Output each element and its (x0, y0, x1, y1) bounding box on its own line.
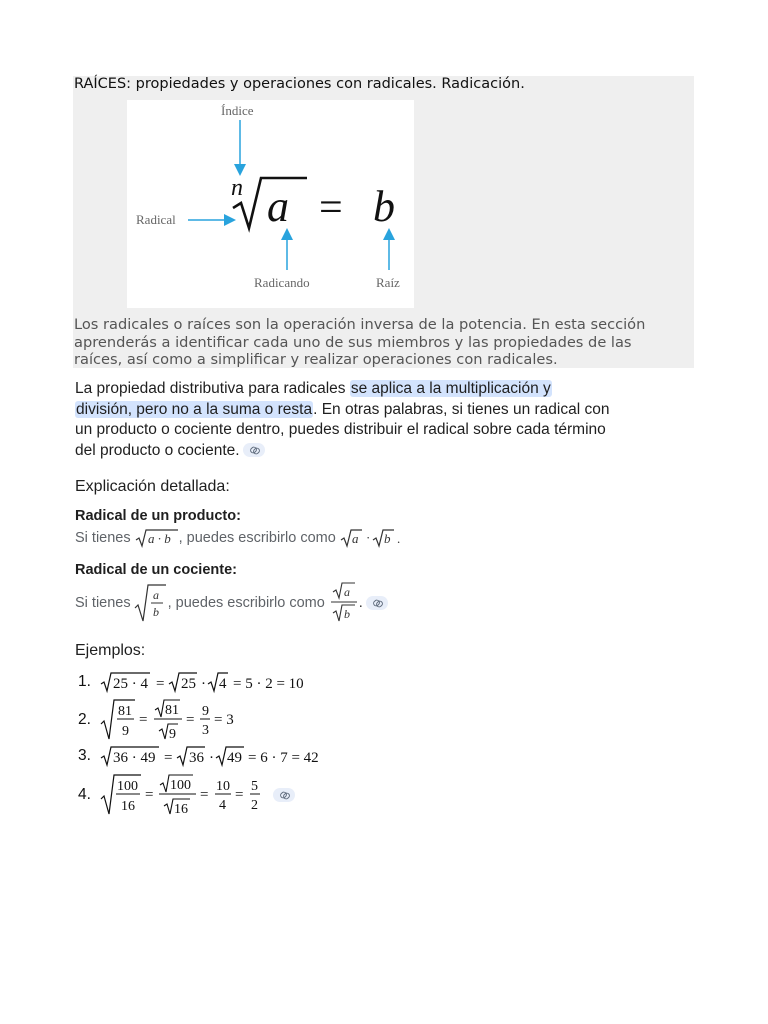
label-raiz: Raíz (376, 275, 400, 290)
svg-text:=: = (145, 787, 154, 803)
sqrt-fraction-icon (134, 582, 168, 624)
ex-text: 100 (117, 779, 138, 794)
quotient-math: b (343, 607, 350, 621)
quotient-text: Si tienes (75, 595, 131, 611)
quotient-math: a (343, 585, 350, 599)
para-highlight: se aplica a la multiplicación y (350, 380, 551, 397)
para-text: La propiedad distributiva para radicales (75, 380, 346, 397)
page-title: RAÍCES: propiedades y operaciones con radicales. Radicación. (74, 76, 525, 92)
svg-text:=: = (156, 676, 165, 692)
ex-text: 81 (118, 704, 132, 719)
ex-text: 16 (174, 802, 188, 817)
example-3-formula (100, 744, 340, 768)
explanation-heading: Explicación detallada: (75, 478, 230, 495)
example-4-formula (100, 772, 270, 818)
formula-equals: = (319, 185, 343, 231)
ex-text: 49 (227, 750, 242, 766)
radical-diagram-svg (127, 100, 414, 308)
quotient-line: Si tienes a b , puedes escribirlo como a b . (75, 580, 388, 626)
distributive-paragraph (75, 379, 609, 461)
ex-text: 5 (251, 779, 258, 794)
product-heading: Radical de un producto: (75, 508, 241, 524)
ex-text: 81 (165, 703, 179, 718)
example-4 (78, 772, 295, 818)
product-math: a · b (147, 531, 171, 546)
ex-text: 4 (219, 676, 227, 692)
formula-result: b (373, 182, 395, 231)
formula-radicand: a (267, 182, 289, 231)
ex-text: 100 (170, 778, 191, 793)
example-number: 1. (78, 673, 91, 690)
svg-text:·: · (201, 676, 206, 692)
svg-text:=: = (200, 787, 209, 803)
sqrt-fraction-split-icon (329, 580, 359, 626)
ex-text: 16 (121, 799, 135, 814)
quotient-text: , puedes escribirlo como (167, 595, 325, 611)
source-link-icon[interactable] (243, 443, 265, 457)
ex-text: 25 · 4 (113, 676, 148, 692)
para-highlight: división, pero no a la suma o resta (76, 400, 313, 418)
sqrt-product-icon (135, 527, 179, 549)
quotient-heading: Radical de un cociente: (75, 562, 237, 578)
svg-text:·: · (365, 530, 371, 545)
svg-text:·: · (209, 750, 214, 766)
ex-text: 9 (169, 727, 176, 742)
source-link-icon[interactable] (273, 788, 295, 802)
intro-line: raíces, así como a simplificar y realizar operaciones con radicales. (74, 351, 558, 368)
example-2 (78, 697, 270, 743)
source-link-icon[interactable] (366, 596, 388, 610)
svg-text:.: . (396, 531, 401, 546)
ex-text: 36 · 49 (113, 750, 156, 766)
formula-index: n (231, 175, 243, 201)
intro-line: Los radicales o raíces son la operación inversa de la potencia. En esta sección (74, 316, 646, 333)
example-number: 4. (78, 786, 91, 803)
svg-text:=: = (186, 712, 195, 728)
sqrt-split-icon (340, 527, 402, 549)
ex-text: 9 (202, 704, 209, 719)
example-1 (78, 670, 322, 694)
quotient-math: b (152, 605, 159, 619)
quotient-math: a (152, 588, 159, 602)
svg-text:=: = (235, 787, 244, 803)
ex-text: 10 (216, 779, 230, 794)
label-indice: Índice (221, 103, 254, 118)
product-math: a (351, 531, 359, 546)
ex-text: 25 (181, 676, 196, 692)
example-number: 3. (78, 747, 91, 764)
ex-text: = 6 · 7 = 42 (248, 750, 319, 766)
ex-text: 3 (202, 723, 209, 738)
radical-diagram (127, 100, 414, 308)
ex-text: = 5 · 2 = 10 (233, 676, 304, 692)
examples-heading: Ejemplos: (75, 642, 146, 659)
ex-text: 2 (251, 798, 258, 813)
ex-text: 4 (219, 798, 226, 813)
intro-paragraph (74, 316, 694, 369)
product-text: Si tienes (75, 530, 131, 546)
ex-text: 9 (122, 724, 129, 739)
product-text: , puedes escribirlo como (178, 530, 336, 546)
svg-text:=: = (139, 712, 148, 728)
para-text: un producto o cociente dentro, puedes distribuir el radical sobre cada término (75, 421, 606, 438)
ex-text: 36 (189, 750, 204, 766)
intro-line: aprenderás a identificar cada uno de sus miembros y las propiedades de las (74, 333, 632, 351)
label-radical: Radical (136, 212, 176, 227)
label-radicando: Radicando (254, 275, 310, 290)
ex-text: = 3 (214, 712, 234, 728)
product-math: b (383, 531, 391, 546)
para-text: del producto o cociente. (75, 441, 240, 459)
example-1-formula (100, 670, 322, 694)
para-text: . En otras palabras, si tienes un radical con (313, 400, 610, 418)
product-line (75, 527, 402, 549)
example-3 (78, 744, 340, 768)
example-number: 2. (78, 711, 91, 728)
svg-text:=: = (164, 750, 173, 766)
example-2-formula (100, 697, 270, 743)
